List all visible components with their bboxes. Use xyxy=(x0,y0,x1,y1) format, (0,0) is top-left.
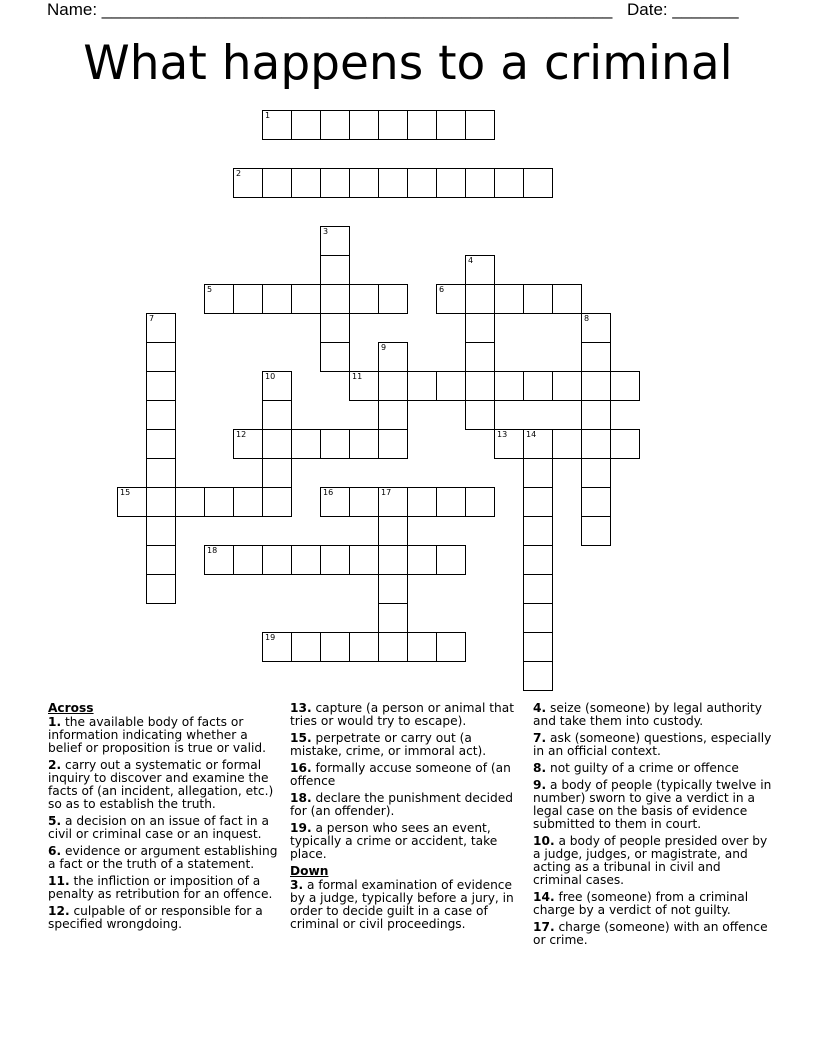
crossword-cell[interactable] xyxy=(320,487,350,517)
crossword-cell[interactable] xyxy=(349,168,379,198)
crossword-cell[interactable] xyxy=(146,545,176,575)
crossword-cell[interactable] xyxy=(523,574,553,604)
crossword-cell[interactable] xyxy=(262,487,292,517)
crossword-cell[interactable] xyxy=(465,255,495,285)
crossword-cell[interactable] xyxy=(581,429,611,459)
crossword-cell[interactable] xyxy=(378,516,408,546)
crossword-cell[interactable] xyxy=(320,429,350,459)
crossword-cell[interactable] xyxy=(436,110,466,140)
clue-across-13: 13. capture (a person or animal that tries or would try to escape). xyxy=(290,701,515,728)
clues-column-2 xyxy=(290,702,520,935)
crossword-cell[interactable] xyxy=(407,371,437,401)
clue-across-5: 5. a decision on an issue of fact in a civil or criminal case or an inquest. xyxy=(48,814,269,841)
clue-across-12: 12. culpable of or responsible for a specified wrongdoing. xyxy=(48,904,263,931)
crossword-cell[interactable] xyxy=(465,342,495,372)
crossword-cell[interactable] xyxy=(349,545,379,575)
crossword-cell[interactable] xyxy=(523,603,553,633)
crossword-cell[interactable] xyxy=(146,342,176,372)
crossword-cell[interactable] xyxy=(581,313,611,343)
crossword-cell[interactable] xyxy=(146,429,176,459)
crossword-cell[interactable] xyxy=(378,545,408,575)
page-title: What happens to a criminal xyxy=(83,36,733,91)
clue-down-10: 10. a body of people presided over by a judge, judges, or magistrate, and acting as a tribunal in civil and criminal cases. xyxy=(533,834,768,887)
crossword-cell[interactable] xyxy=(262,110,292,140)
crossword-cell[interactable] xyxy=(581,342,611,372)
clue-number: 19 xyxy=(265,633,276,642)
crossword-cell[interactable] xyxy=(146,487,176,517)
crossword-cell[interactable] xyxy=(436,545,466,575)
crossword-cell[interactable] xyxy=(436,284,466,314)
crossword-cell[interactable] xyxy=(320,632,350,662)
crossword-cell[interactable] xyxy=(523,545,553,575)
crossword-cell[interactable] xyxy=(378,429,408,459)
crossword-cell[interactable] xyxy=(320,226,350,256)
crossword-cell[interactable] xyxy=(523,458,553,488)
crossword-cell[interactable] xyxy=(436,632,466,662)
clue-down-14: 14. free (someone) from a criminal charge by a verdict of not guilty. xyxy=(533,890,749,917)
clue-number: 1 xyxy=(265,111,271,120)
clue-across-19: 19. a person who sees an event, typically a crime or accident, take place. xyxy=(290,821,498,861)
crossword-cell[interactable] xyxy=(233,429,263,459)
crossword-cell[interactable] xyxy=(146,400,176,430)
crossword-cell[interactable] xyxy=(233,545,263,575)
crossword-cell[interactable] xyxy=(262,429,292,459)
crossword-cell[interactable] xyxy=(262,400,292,430)
crossword-cell[interactable] xyxy=(262,458,292,488)
crossword-cell[interactable] xyxy=(378,342,408,372)
crossword-cell[interactable] xyxy=(320,545,350,575)
crossword-cell[interactable] xyxy=(320,313,350,343)
crossword-cell[interactable] xyxy=(581,516,611,546)
clue-number: 2 xyxy=(236,169,242,178)
crossword-cell[interactable] xyxy=(291,545,321,575)
crossword-cell[interactable] xyxy=(523,632,553,662)
clue-number: 7 xyxy=(149,314,155,323)
clue-number: 6 xyxy=(439,285,445,294)
clue-across-1: 1. the available body of facts or information indicating whether a belief or proposition is true or valid. xyxy=(48,715,266,755)
clue-down-9: 9. a body of people (typically twelve in number) sworn to give a verdict in a legal case on the basis of evidence submitted to them in court. xyxy=(533,778,772,831)
clue-across-6: 6. evidence or argument establishing a fact or the truth of a statement. xyxy=(48,844,278,871)
crossword-cell[interactable] xyxy=(320,110,350,140)
clue-across-18: 18. declare the punishment decided for (an offender). xyxy=(290,791,513,818)
crossword-cell[interactable] xyxy=(175,487,205,517)
crossword-cell[interactable] xyxy=(378,603,408,633)
crossword-cell[interactable] xyxy=(320,284,350,314)
crossword-cell[interactable] xyxy=(291,110,321,140)
crossword-cell[interactable] xyxy=(523,371,553,401)
crossword-cell[interactable] xyxy=(465,110,495,140)
crossword-cell[interactable] xyxy=(465,168,495,198)
crossword-cell[interactable] xyxy=(552,371,582,401)
crossword-cell[interactable] xyxy=(349,110,379,140)
crossword-cell[interactable] xyxy=(146,313,176,343)
crossword-cell[interactable] xyxy=(378,487,408,517)
crossword-cell[interactable] xyxy=(378,632,408,662)
crossword-cell[interactable] xyxy=(233,487,263,517)
crossword-cell[interactable] xyxy=(378,168,408,198)
crossword-cell[interactable] xyxy=(349,284,379,314)
crossword-cell[interactable] xyxy=(523,429,553,459)
clue-across-2: 2. carry out a systematic or formal inquiry to discover and examine the facts of (an incident, allegation, etc.) so as to establish the truth. xyxy=(48,758,274,811)
clue-number: 3 xyxy=(323,227,329,236)
clues-column-1 xyxy=(48,702,278,935)
clue-number: 14 xyxy=(526,430,537,439)
crossword-cell[interactable] xyxy=(378,284,408,314)
across-heading: Across xyxy=(48,701,94,715)
crossword-cell[interactable] xyxy=(581,400,611,430)
clue-number: 5 xyxy=(207,285,213,294)
crossword-cell[interactable] xyxy=(262,632,292,662)
crossword-cell[interactable] xyxy=(581,487,611,517)
crossword-cell[interactable] xyxy=(407,545,437,575)
crossword-cell[interactable] xyxy=(117,487,147,517)
crossword-cell[interactable] xyxy=(146,516,176,546)
down-heading: Down xyxy=(290,864,329,878)
crossword-cell[interactable] xyxy=(262,371,292,401)
crossword-cell[interactable] xyxy=(349,632,379,662)
clue-number: 9 xyxy=(381,343,387,352)
date-field: Date: _______ xyxy=(627,0,739,19)
crossword-cell[interactable] xyxy=(581,458,611,488)
clue-number: 4 xyxy=(468,256,474,265)
crossword-cell[interactable] xyxy=(494,429,524,459)
crossword-cell[interactable] xyxy=(320,255,350,285)
crossword-cell[interactable] xyxy=(436,168,466,198)
crossword-cell[interactable] xyxy=(436,371,466,401)
crossword-cell[interactable] xyxy=(552,429,582,459)
crossword-cell[interactable] xyxy=(407,168,437,198)
clue-number: 10 xyxy=(265,372,276,381)
clue-across-11: 11. the infliction or imposition of a penalty as retribution for an offence. xyxy=(48,874,273,901)
crossword-cell[interactable] xyxy=(291,632,321,662)
clue-number: 13 xyxy=(497,430,508,439)
crossword-cell[interactable] xyxy=(407,487,437,517)
crossword-cell[interactable] xyxy=(436,487,466,517)
crossword-cell[interactable] xyxy=(494,284,524,314)
clue-number: 15 xyxy=(120,488,131,497)
crossword-cell[interactable] xyxy=(465,487,495,517)
clue-down-4: 4. seize (someone) by legal authority and take them into custody. xyxy=(533,701,762,728)
crossword-cell[interactable] xyxy=(378,574,408,604)
crossword-cell[interactable] xyxy=(204,545,234,575)
crossword-cell[interactable] xyxy=(465,400,495,430)
crossword-cell[interactable] xyxy=(262,545,292,575)
crossword-cell[interactable] xyxy=(349,429,379,459)
crossword-cell[interactable] xyxy=(349,371,379,401)
crossword-cell[interactable] xyxy=(349,487,379,517)
crossword-cell[interactable] xyxy=(523,516,553,546)
clue-number: 11 xyxy=(352,372,363,381)
clue-number: 8 xyxy=(584,314,590,323)
clue-number: 18 xyxy=(207,546,218,555)
crossword-cell[interactable] xyxy=(204,284,234,314)
crossword-cell[interactable] xyxy=(378,400,408,430)
clue-down-8: 8. not guilty of a crime or offence xyxy=(533,761,739,775)
crossword-cell[interactable] xyxy=(552,284,582,314)
crossword-cell[interactable] xyxy=(146,574,176,604)
clue-across-16: 16. formally accuse someone of (an offence xyxy=(290,761,511,788)
crossword-cell[interactable] xyxy=(146,458,176,488)
crossword-cell[interactable] xyxy=(465,371,495,401)
crossword-cell[interactable] xyxy=(233,284,263,314)
name-field: Name: ______________________________________________________ xyxy=(47,0,613,19)
crossword-cell[interactable] xyxy=(320,168,350,198)
crossword-cell[interactable] xyxy=(494,168,524,198)
clue-down-7: 7. ask (someone) questions, especially in an official context. xyxy=(533,731,772,758)
crossword-cell[interactable] xyxy=(494,371,524,401)
crossword-cell[interactable] xyxy=(610,371,640,401)
clue-number: 17 xyxy=(381,488,392,497)
crossword-cell[interactable] xyxy=(523,284,553,314)
crossword-cell[interactable] xyxy=(465,313,495,343)
crossword-cell[interactable] xyxy=(320,342,350,372)
clue-down-17: 17. charge (someone) with an offence or crime. xyxy=(533,920,768,947)
clue-across-15: 15. perpetrate or carry out (a mistake, crime, or immoral act). xyxy=(290,731,487,758)
crossword-cell[interactable] xyxy=(291,284,321,314)
crossword-cell[interactable] xyxy=(407,110,437,140)
crossword-cell[interactable] xyxy=(610,429,640,459)
crossword-cell[interactable] xyxy=(146,371,176,401)
crossword-cell[interactable] xyxy=(378,110,408,140)
crossword-cell[interactable] xyxy=(204,487,234,517)
clue-down-3: 3. a formal examination of evidence by a judge, typically before a jury, in order to decide guilt in a case of criminal or civil proceedings. xyxy=(290,878,514,931)
clue-number: 12 xyxy=(236,430,247,439)
crossword-cell[interactable] xyxy=(262,168,292,198)
clue-number: 16 xyxy=(323,488,334,497)
crossword-cell[interactable] xyxy=(523,487,553,517)
crossword-cell[interactable] xyxy=(523,661,553,691)
crossword-cell[interactable] xyxy=(233,168,263,198)
crossword-cell[interactable] xyxy=(523,168,553,198)
crossword-cell[interactable] xyxy=(291,168,321,198)
crossword-cell[interactable] xyxy=(262,284,292,314)
crossword-cell[interactable] xyxy=(581,371,611,401)
crossword-cell[interactable] xyxy=(465,284,495,314)
crossword-cell[interactable] xyxy=(378,371,408,401)
crossword-cell[interactable] xyxy=(407,632,437,662)
crossword-cell[interactable] xyxy=(291,429,321,459)
clues-column-3 xyxy=(533,702,773,951)
